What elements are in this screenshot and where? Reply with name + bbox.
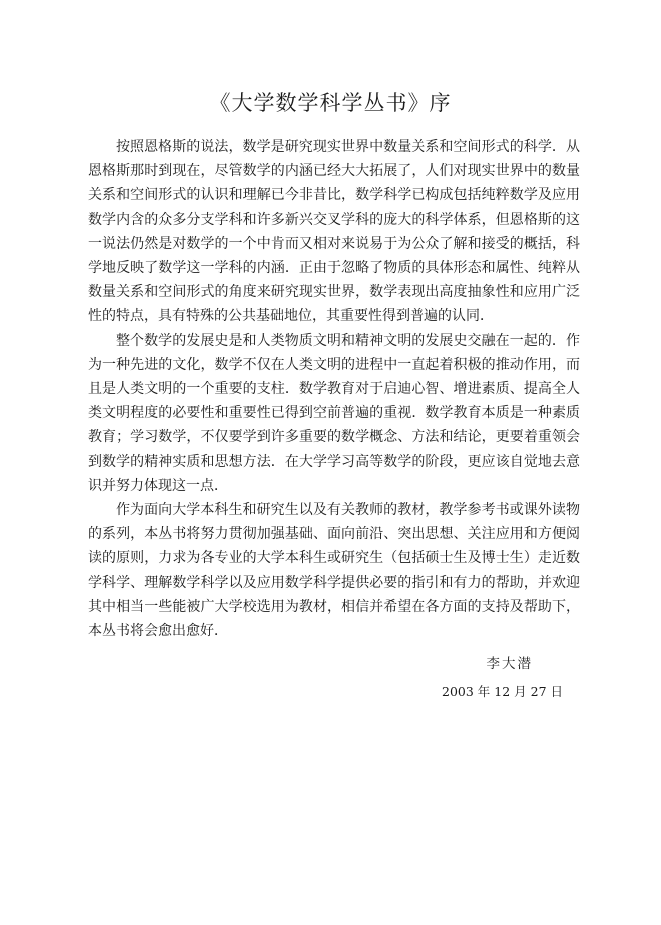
paragraph-2: 整个数学的发展史是和人类物质文明和精神文明的发展史交融在一起的．作为一种先进的文化，数学不仅在人类文明的进程中一直起着积极的推动作用，而且是人类文明的一个重要的支柱．数学教育对于启迪心智、增进素质、提高全人类文明程度的必要性和重要性已得到空前普遍的重视．数学教育本质是一种素质教育；学习数学，不仅要学到许多重要的数学概念、方法和结论，更要着重领会到数学的精神实质和思想方法．在大学学习高等数学的阶段，更应该自觉地去意识并努力体现这一点．: [88, 332, 580, 494]
author-signature: 李大潜: [486, 656, 533, 672]
paragraph-1: 按照恩格斯的说法，数学是研究现实世界中数量关系和空间形式的科学．从恩格斯那时到现在，尽管数学的内涵已经大大拓展了，人们对现实世界中的数量关系和空间形式的认识和理解已今非昔比，数学科学已构成包括纯粹数学及应用数学内含的众多分支学科和许多新兴交叉学科的庞大的科学体系，但恩格斯的这一说法仍然是对数学的一个中肯而又相对来说易于为公众了解和接受的概括，科学地反映了数学这一学科的内涵．正由于忽略了物质的具体形态和属性、纯粹从数量关系和空间形式的角度来研究现实世界，数学表现出高度抽象性和应用广泛性的特点，具有特殊的公共基础地位，其重要性得到普遍的认同．: [88, 139, 580, 325]
page-title: 《大学数学科学丛书》序: [209, 91, 452, 115]
preface-body: [88, 135, 580, 643]
paragraph-3: 作为面向大学本科生和研究生以及有关教师的教材，教学参考书或课外读物的系列，本丛书将努力贯彻加强基础、面向前沿、突出思想、关注应用和方便阅读的原则，力求为各专业的大学本科生或研究生（包括硕士生及博士生）走近数学科学、理解数学科学以及应用数学科学提供必要的指引和有力的帮助，并欢迎其中相当一些能被广大学校选用为教材，相信并希望在各方面的支持及帮助下，本丛书将会愈出愈好．: [88, 502, 580, 640]
signature-date: 2003 年 12 月 27 日: [442, 684, 563, 699]
